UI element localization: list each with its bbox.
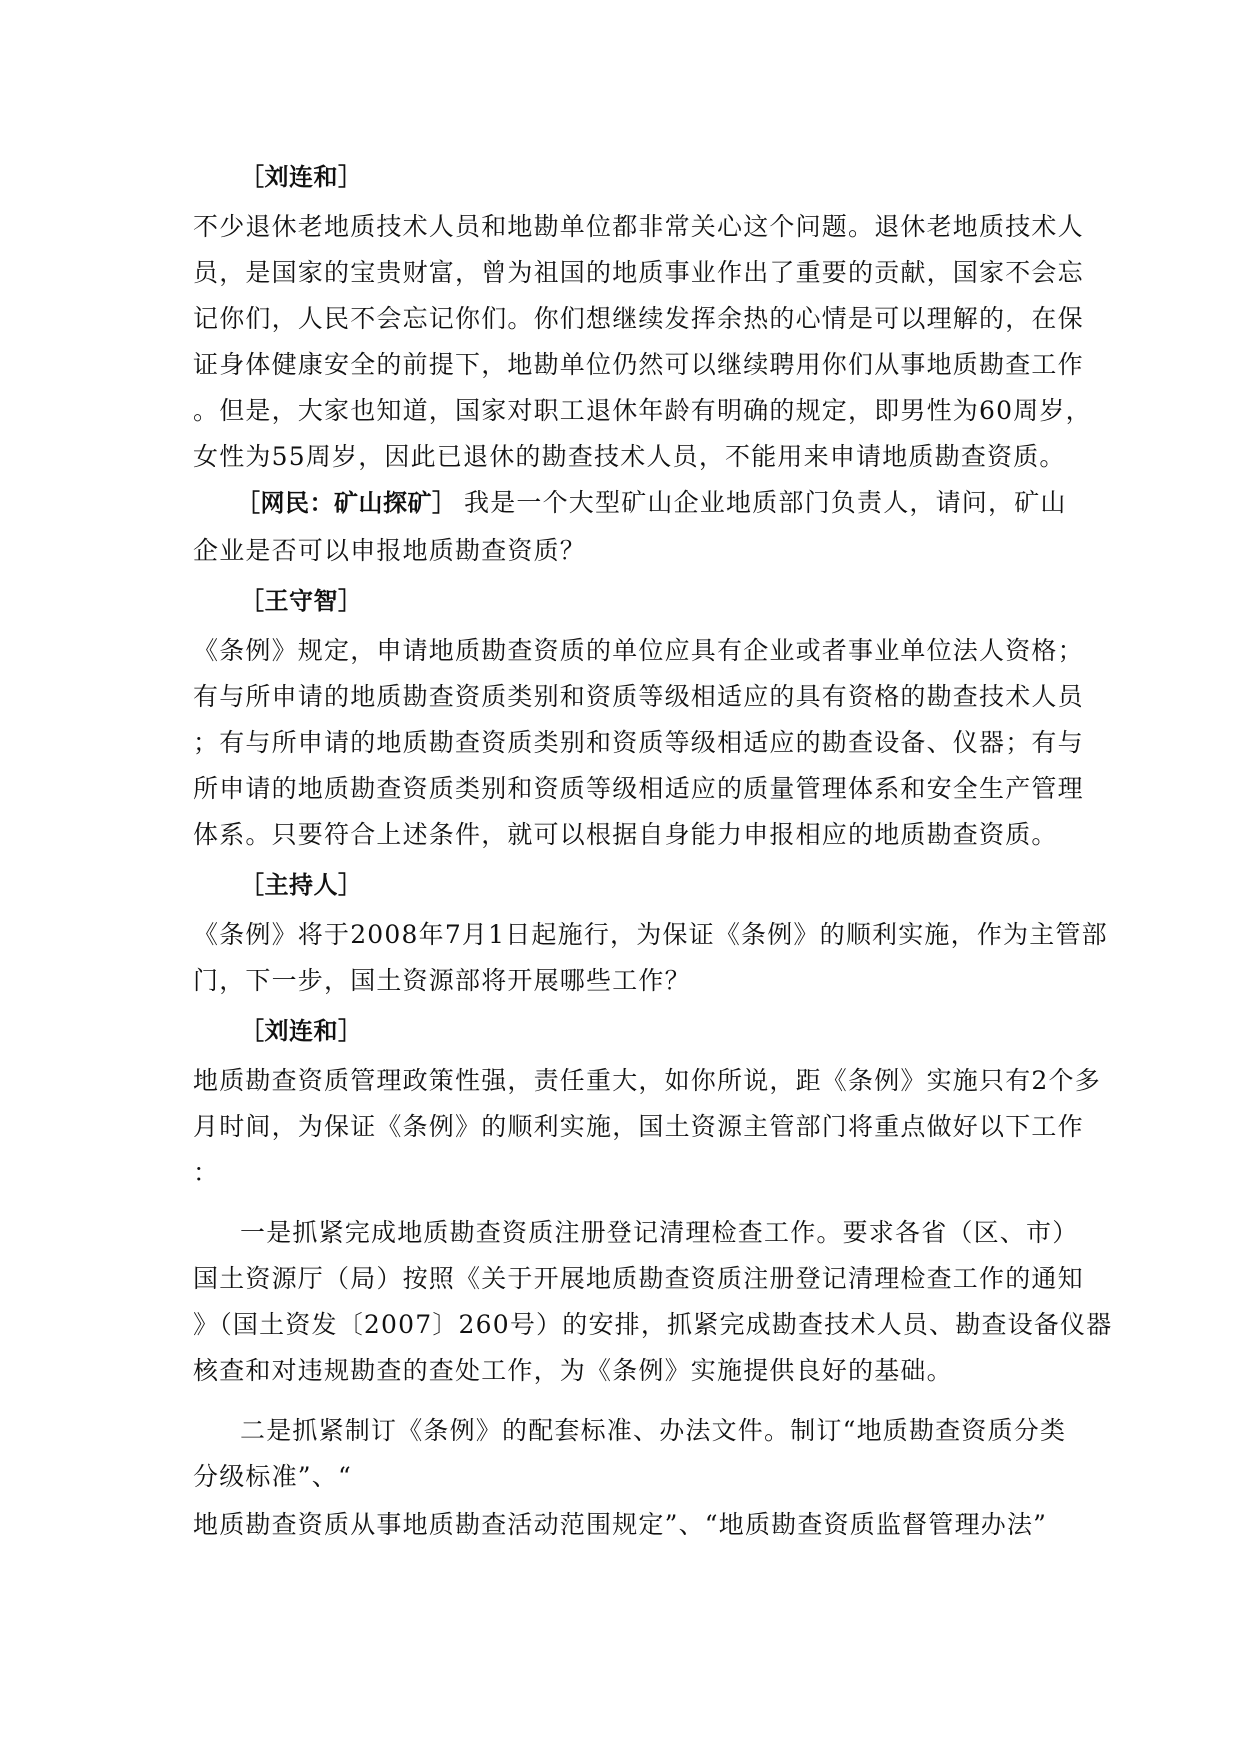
speaker-label: ［王守智］ <box>240 587 363 615</box>
paragraph-line: 记你们，人民不会忘记你们。你们想继续发挥余热的心情是可以理解的，在保 <box>193 304 1084 333</box>
speaker-label: ［刘连和］ <box>240 163 363 191</box>
speaker-label: ［刘连和］ <box>240 1017 363 1045</box>
paragraph-line: 员，是国家的宝贵财富，曾为祖国的地质事业作出了重要的贡献，国家不会忘 <box>193 258 1084 287</box>
paragraph-line: 月时间，为保证《条例》的顺利实施，国土资源主管部门将重点做好以下工作 <box>193 1112 1084 1141</box>
paragraph-line: 不少退休老地质技术人员和地勘单位都非常关心这个问题。退休老地质技术人 <box>193 212 1084 241</box>
paragraph-line: 二是抓紧制订《条例》的配套标准、办法文件。制订“地质勘查资质分类 <box>240 1416 1067 1445</box>
paragraph-line: 有与所申请的地质勘查资质类别和资质等级相适应的具有资格的勘查技术人员 <box>193 682 1084 711</box>
paragraph-line: 。但是，大家也知道，国家对职工退休年龄有明确的规定，即男性为60周岁， <box>193 396 1092 425</box>
paragraph-line: 我是一个大型矿山企业地质部门负责人，请问，矿山 <box>464 488 1067 517</box>
speaker-label: ［主持人］ <box>240 871 363 899</box>
paragraph-line: 体系。只要符合上述条件，就可以根据自身能力申报相应的地质勘查资质。 <box>193 820 1058 849</box>
paragraph-line: 证身体健康安全的前提下，地勘单位仍然可以继续聘用你们从事地质勘查工作 <box>193 350 1084 379</box>
paragraph-line: ： <box>193 1158 220 1187</box>
paragraph-line: 核查和对违规勘查的查处工作，为《条例》实施提供良好的基础。 <box>193 1356 953 1385</box>
paragraph-line: 》（国土资发〔2007〕260号）的安排，抓紧完成勘查技术人员、勘查设备仪器 <box>193 1310 1113 1339</box>
paragraph-line: 地质勘查资质管理政策性强，责任重大，如你所说，距《条例》实施只有2个多 <box>193 1066 1101 1095</box>
paragraph-line: 所申请的地质勘查资质类别和资质等级相适应的质量管理体系和安全生产管理 <box>193 774 1084 803</box>
paragraph-line: 门，下一步，国土资源部将开展哪些工作？ <box>193 966 691 995</box>
paragraph-line: ；有与所申请的地质勘查资质类别和资质等级相适应的勘查设备、仪器；有与 <box>193 728 1084 757</box>
paragraph-line: 一是抓紧完成地质勘查资质注册登记清理检查工作。要求各省（区、市） <box>240 1218 1079 1247</box>
paragraph-line: 女性为55周岁，因此已退休的勘查技术人员，不能用来申请地质勘查资质。 <box>193 442 1066 471</box>
speaker-label: ［网民：矿山探矿］ <box>236 489 457 517</box>
paragraph-line: 分级标准”、“ <box>193 1462 352 1491</box>
paragraph-line: 地质勘查资质从事地质勘查活动范围规定”、“地质勘查资质监督管理办法” <box>193 1510 1048 1539</box>
paragraph-line: 《条例》将于2008年7月1日起施行，为保证《条例》的顺利实施，作为主管部 <box>193 920 1108 949</box>
paragraph-line: 企业是否可以申报地质勘查资质？ <box>193 536 587 565</box>
paragraph-line: 《条例》规定，申请地质勘查资质的单位应具有企业或者事业单位法人资格； <box>193 636 1084 665</box>
paragraph-line: 国土资源厅（局）按照《关于开展地质勘查资质注册登记清理检查工作的通知 <box>193 1264 1084 1293</box>
